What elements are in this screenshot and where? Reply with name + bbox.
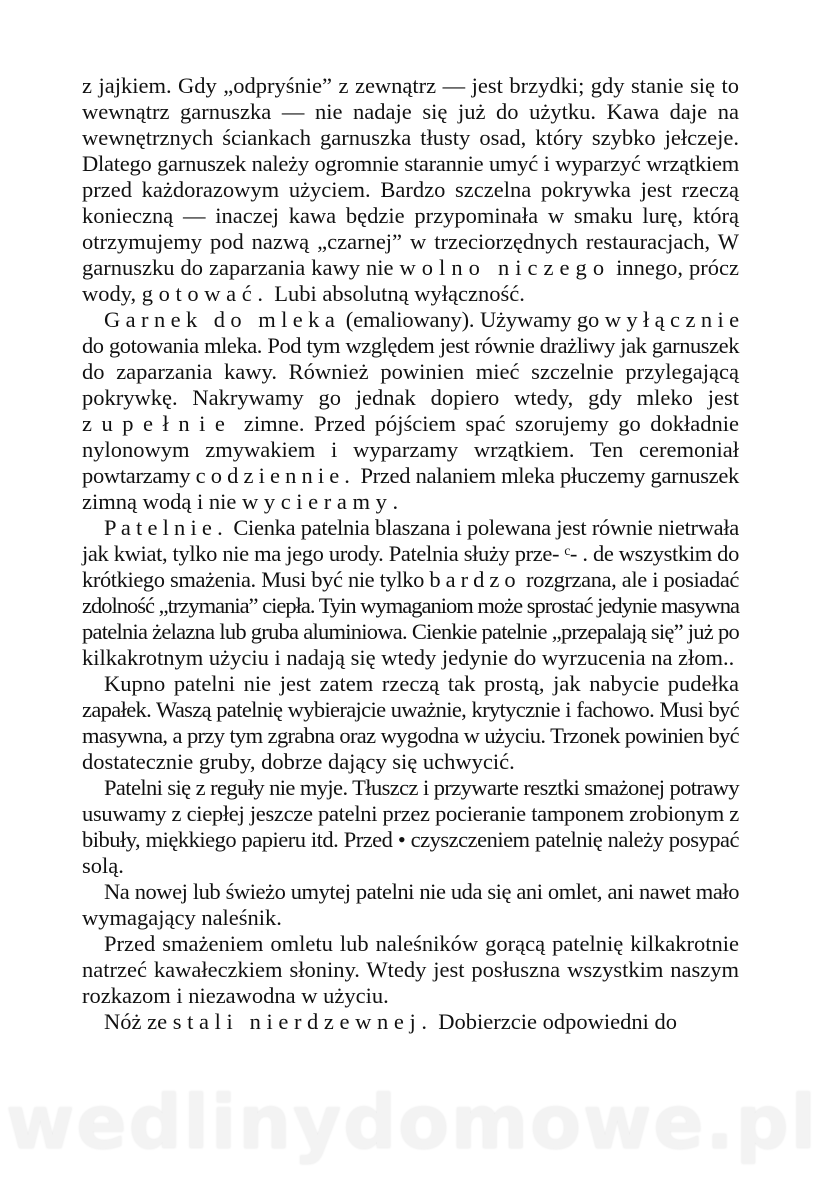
text-line: nylonowym zmywakiem i wyparzamy wrzątkiem. Ten ceremoniał <box>82 437 739 462</box>
text-line: pokrywkę. Nakrywamy go jednak dopiero wtedy, gdy mleko jest <box>82 385 739 410</box>
text-line: wymagający naleśnik. <box>82 905 282 930</box>
text-line: Przed smażeniem omletu lub naleśników gorącą patelnię kilkakrotnie <box>104 931 739 956</box>
text-line: patelnia żelazna lub gruba aluminiowa. Cienkie patelnie „przepalają się” już po <box>82 619 739 644</box>
text-line: przed każdorazowym użyciem. Bardzo szczelna pokrywka jest rzeczą <box>82 177 739 202</box>
text-line: natrzeć kawałeczkiem słoniny. Wtedy jest posłuszna wszystkim naszym <box>82 957 739 982</box>
text-line: rozkazom i niezawodna w użyciu. <box>82 983 389 1008</box>
text-line: powtarzamy c o d z i e n n i e . Przed nalaniem mleka płuczemy garnuszek <box>82 463 739 488</box>
watermark: wedlinydomowe.pl <box>6 1080 818 1166</box>
text-line: do gotowania mleka. Pod tym względem jest równie drażliwy jak garnuszek <box>82 333 739 358</box>
text-line: jak kwiat, tylko nie ma jego urody. Patelnia służy prze- ᶜ- . de wszystkim do <box>82 541 739 566</box>
text-line: wewnętrznych ściankach garnuszka tłusty osad, który szybko jełczeje. <box>82 125 739 150</box>
text-line: z jajkiem. Gdy „odpryśnie” z zewnątrz — jest brzydki; gdy stanie się to <box>82 73 739 98</box>
text-line: Patelni się z reguły nie myje. Tłuszcz i przywarte resztki smażonej potrawy <box>104 775 739 800</box>
text-line: wewnątrz garnuszka — nie nadaje się już do użytku. Kawa daje na <box>82 99 739 124</box>
text-line: bibuły, miękkiego papieru itd. Przed • czyszczeniem patelnię należy posypać <box>82 827 739 852</box>
text-line: z u p e ł n i e zimne. Przed pójściem spać szorujemy go dokładnie <box>82 411 739 436</box>
text-line: G a r n e k d o m l e k a (emaliowany). Używamy go w y ł ą c z n i e <box>104 307 739 332</box>
text-line: Nóż ze s t a l i n i e r d z e w n e j . Dobierzcie odpowiedni do <box>104 1009 677 1034</box>
text-line: otrzymujemy pod nazwą „czarnej” w trzeciorzędnych restauracjach, W <box>82 229 739 254</box>
text-line: wody, g o t o w a ć . Lubi absolutną wyłączność. <box>82 281 525 306</box>
text-line: zapałek. Waszą patelnię wybierajcie uważnie, krytycznie i fachowo. Musi być <box>82 697 739 722</box>
text-line: zdolność „trzymania” ciepła. Tyin wymaganiom może sprostać jedynie masywna <box>82 593 739 618</box>
text-line: do zaparzania kawy. Również powinien mieć szczelnie przylegającą <box>82 359 739 384</box>
text-line: dostatecznie gruby, dobrze dający się uchwycić. <box>82 749 515 774</box>
text-line: konieczną — inaczej kawa będzie przypominała w smaku lurę, którą <box>82 203 739 228</box>
text-line: P a t e l n i e . Cienka patelnia blaszana i polewana jest równie nietrwała <box>104 515 739 540</box>
text-line: masywna, a przy tym zgrabna oraz wygodna w użyciu. Trzonek powinien być <box>82 723 739 748</box>
text-line: Na nowej lub świeżo umytej patelni nie uda się ani omlet, ani nawet mało <box>104 879 739 904</box>
text-line: Dlatego garnuszek należy ogromnie starannie umyć i wyparzyć wrzątkiem <box>82 151 739 176</box>
text-line: Kupno patelni nie jest zatem rzeczą tak prostą, jak nabycie pudełka <box>104 671 739 696</box>
text-line: garnuszku do zaparzania kawy nie w o l n o n i c z e g o innego, prócz <box>82 255 739 280</box>
text-line: usuwamy z ciepłej jeszcze patelni przez pocieranie tamponem zrobionym z <box>82 801 739 826</box>
text-line: solą. <box>82 853 124 878</box>
text-line: krótkiego smażenia. Musi być nie tylko b a r d z o rozgrzana, ale i posiadać <box>82 567 739 592</box>
text-line: zimną wodą i nie w y c i e r a m y . <box>82 489 399 514</box>
text-line: kilkakrotnym użyciu i nadają się wtedy jedynie do wyrzucenia na złom.. <box>82 645 735 670</box>
